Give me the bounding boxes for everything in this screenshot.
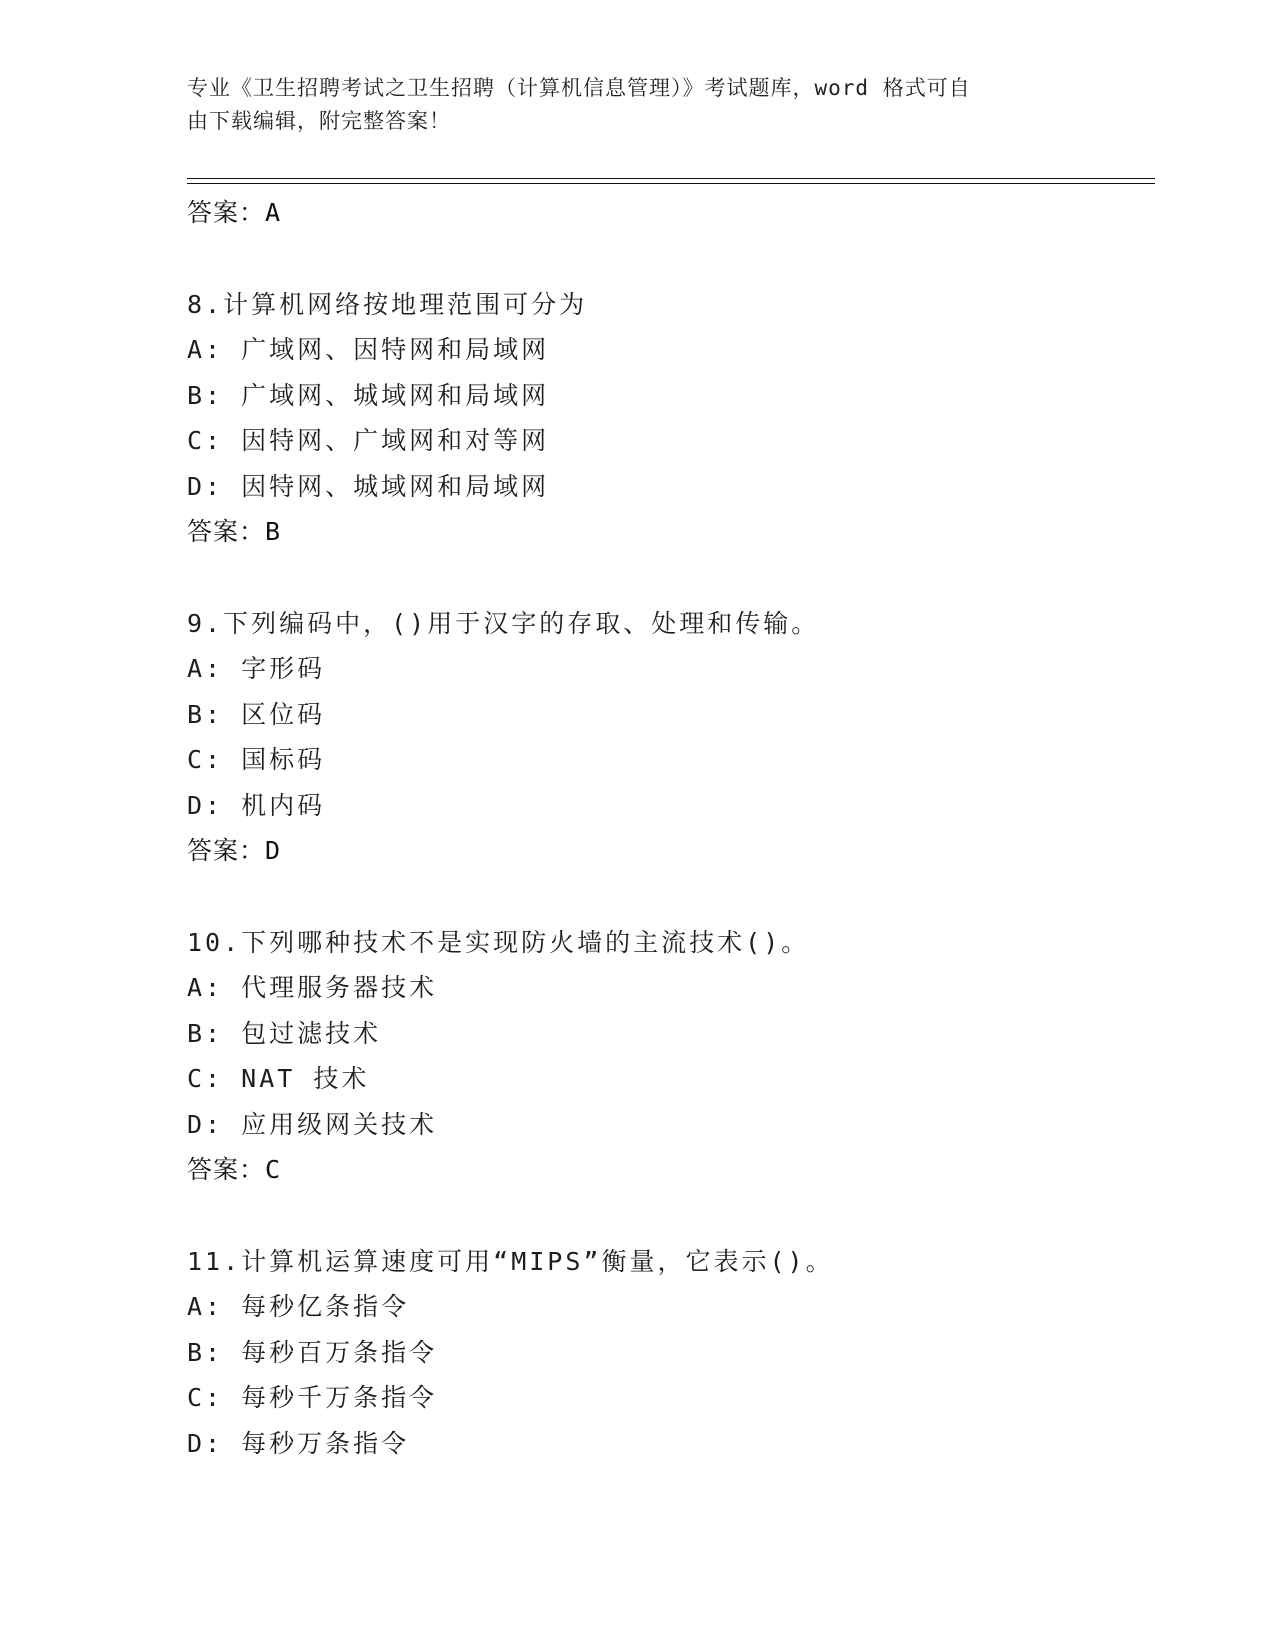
question-10-option-c: C: NAT 技术 bbox=[187, 1064, 370, 1093]
question-8: 8.计算机网络按地理范围可分为 bbox=[187, 289, 588, 319]
answer-value: B bbox=[265, 517, 282, 546]
question-11: 11.计算机运算速度可用“MIPS”衡量，它表示()。 bbox=[187, 1246, 834, 1276]
question-10-option-d: D: 应用级网关技术 bbox=[187, 1109, 438, 1139]
answer-label: 答案： bbox=[187, 836, 266, 865]
question-8-option-d: D: 因特网、城域网和局域网 bbox=[187, 471, 550, 501]
question-9-option-a: A: 字形码 bbox=[187, 654, 326, 683]
question-9-answer bbox=[187, 828, 1147, 874]
question-10-option-a: A: 代理服务器技术 bbox=[187, 973, 438, 1002]
question-10: 10.下列哪种技术不是实现防火墙的主流技术()。 bbox=[187, 927, 810, 957]
question-9-option-d: D: 机内码 bbox=[187, 790, 326, 820]
question-9-option-b: B: 区位码 bbox=[187, 699, 326, 729]
question-9-option-c: C: 国标码 bbox=[187, 745, 326, 774]
answer-value: A bbox=[265, 198, 282, 227]
question-9: 9.下列编码中，()用于汉字的存取、处理和传输。 bbox=[187, 608, 820, 638]
document-header bbox=[187, 72, 1087, 138]
answer-label: 答案： bbox=[187, 517, 266, 546]
question-8-option-a: A: 广域网、因特网和局域网 bbox=[187, 335, 550, 364]
question-11-option-c: C: 每秒千万条指令 bbox=[187, 1383, 438, 1412]
question-10-option-b: B: 包过滤技术 bbox=[187, 1018, 382, 1048]
answer-prev bbox=[187, 190, 1147, 236]
question-8-option-c: C: 因特网、广域网和对等网 bbox=[187, 426, 550, 455]
header-line-2: 由下载编辑，附完整答案！ bbox=[187, 109, 451, 133]
header-divider-top bbox=[187, 178, 1155, 179]
answer-value: C bbox=[265, 1155, 282, 1184]
answer-value: D bbox=[265, 836, 282, 865]
question-list bbox=[187, 190, 1147, 1466]
answer-label: 答案： bbox=[187, 1155, 266, 1184]
header-divider-bottom bbox=[187, 183, 1155, 184]
question-11-option-b: B: 每秒百万条指令 bbox=[187, 1337, 438, 1367]
question-10-answer bbox=[187, 1147, 1147, 1193]
question-11-option-a: A: 每秒亿条指令 bbox=[187, 1292, 410, 1321]
question-11-option-d: D: 每秒万条指令 bbox=[187, 1428, 410, 1458]
answer-label: 答案： bbox=[187, 198, 266, 227]
question-8-answer bbox=[187, 509, 1147, 555]
question-8-option-b: B: 广域网、城域网和局域网 bbox=[187, 380, 550, 410]
header-line-1: 专业《卫生招聘考试之卫生招聘（计算机信息管理）》考试题库，word 格式可自 bbox=[187, 76, 971, 100]
